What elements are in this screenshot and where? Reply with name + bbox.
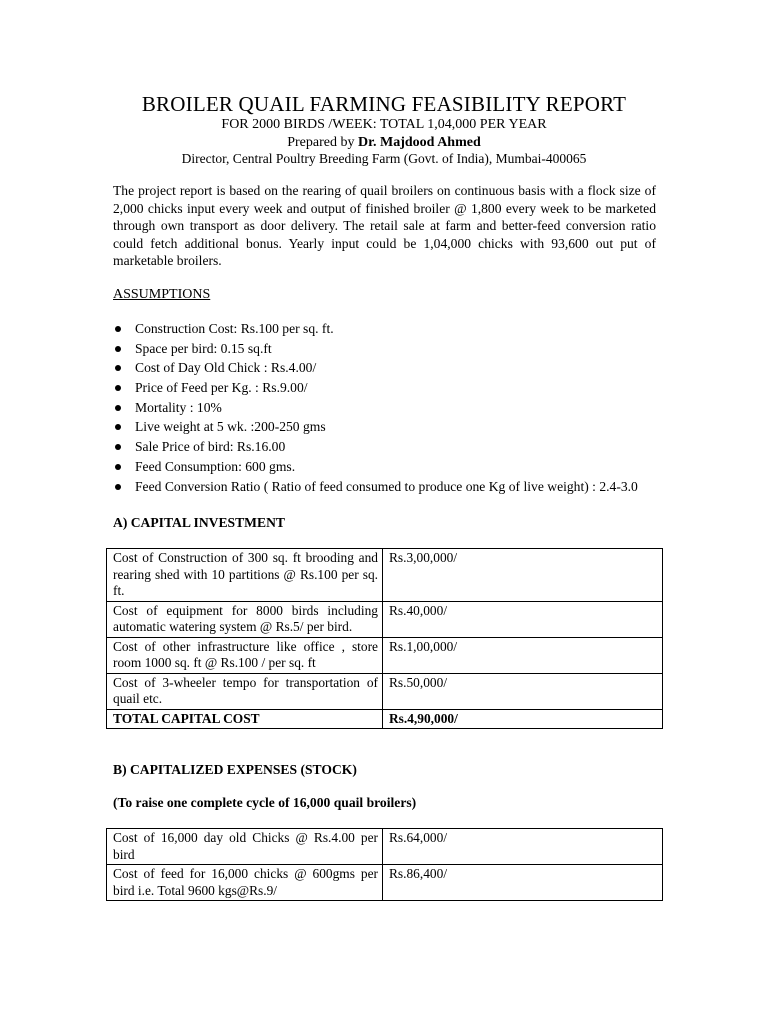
- cost-item: Cost of other infrastructure like office , store room 1000 sq. ft @ Rs.100 / per sq. ft: [107, 637, 383, 673]
- assumption-text: Mortality : 10%: [135, 399, 222, 415]
- bullet-icon: [115, 484, 121, 490]
- cost-item: Cost of Construction of 300 sq. ft brooding and rearing shed with 10 partitions @ Rs.100 per sq. ft.: [107, 549, 383, 602]
- assumption-text: Space per bird: 0.15 sq.ft: [135, 340, 272, 356]
- table-row: [107, 601, 663, 637]
- assumption-item: [113, 438, 659, 456]
- capitalized-expenses-note: (To raise one complete cycle of 16,000 quail broilers): [113, 795, 417, 810]
- report-title: BROILER QUAIL FARMING FEASIBILITY REPORT: [141, 92, 627, 116]
- bullet-icon: [115, 405, 121, 411]
- cost-amount: Rs.50,000/: [383, 673, 663, 709]
- assumption-item: [113, 458, 659, 476]
- report-subtitle: FOR 2000 BIRDS /WEEK: TOTAL 1,04,000 PER YEAR: [221, 117, 547, 132]
- bullet-icon: [115, 326, 121, 332]
- assumption-item: [113, 320, 659, 338]
- table-row: [107, 865, 663, 901]
- assumption-item: [113, 359, 659, 377]
- cost-amount: Rs.40,000/: [383, 601, 663, 637]
- assumption-item: [113, 340, 659, 358]
- assumptions-list: [113, 320, 659, 497]
- assumption-text: Feed Conversion Ratio ( Ratio of feed consumed to produce one Kg of live weight) : 2.4-3.0: [135, 478, 638, 494]
- cost-amount: Rs.1,00,000/: [383, 637, 663, 673]
- cost-item: Cost of 3-wheeler tempo for transportation of quail etc.: [107, 673, 383, 709]
- assumption-text: Live weight at 5 wk. :200-250 gms: [135, 419, 326, 435]
- assumptions-heading: ASSUMPTIONS: [113, 287, 211, 302]
- bullet-icon: [115, 385, 121, 391]
- cost-amount: Rs.64,000/: [383, 829, 663, 865]
- bullet-icon: [115, 424, 121, 430]
- intro-paragraph: The project report is based on the rearing of quail broilers on continuous basis with a flock size of 2,000 chicks input every week and output of finished broiler @ 1,800 every week to be marketed through own transport as door delivery. The retail sale at farm and better-feed conversion ratio could fetch additional bonus. Yearly input could be 1,04,000 chicks with 93,600 out put of marketable broilers.: [113, 183, 656, 268]
- capitalized-expenses-table: [106, 828, 663, 901]
- bullet-icon: [115, 365, 121, 371]
- assumption-text: Construction Cost: Rs.100 per sq. ft.: [135, 321, 334, 336]
- bullet-icon: [115, 346, 121, 352]
- cost-item: Cost of feed for 16,000 chicks @ 600gms per bird i.e. Total 9600 kgs@Rs.9/: [107, 865, 383, 901]
- capital-investment-heading: A) CAPITAL INVESTMENT: [113, 515, 285, 530]
- cost-amount: Rs.3,00,000/: [383, 549, 663, 602]
- assumption-text: Price of Feed per Kg. : Rs.9.00/: [135, 380, 308, 396]
- prepared-prefix: Prepared by: [287, 135, 358, 150]
- total-row: [107, 709, 663, 729]
- prepared-by: [0, 135, 768, 151]
- author-affiliation: Director, Central Poultry Breeding Farm (Govt. of India), Mumbai-400065: [181, 151, 587, 166]
- bullet-icon: [115, 444, 121, 450]
- assumption-item: [113, 478, 659, 496]
- author-name: Dr. Majdood Ahmed: [357, 135, 481, 150]
- assumption-text: Cost of Day Old Chick : Rs.4.00/: [135, 360, 317, 376]
- table-row: [107, 829, 663, 865]
- assumption-item: [113, 399, 659, 417]
- assumption-text: Feed Consumption: 600 gms.: [135, 458, 296, 474]
- table-row: [107, 673, 663, 709]
- cost-amount: Rs.86,400/: [383, 865, 663, 901]
- bullet-icon: [115, 464, 121, 470]
- assumption-item: [113, 418, 659, 436]
- cost-item: Cost of 16,000 day old Chicks @ Rs.4.00 per bird: [107, 829, 383, 865]
- cost-item: Cost of equipment for 8000 birds including automatic watering system @ Rs.5/ per bird.: [107, 601, 383, 637]
- table-row: [107, 637, 663, 673]
- total-amount: Rs.4,90,000/: [383, 709, 663, 729]
- assumption-item: [113, 379, 659, 397]
- table-row: [107, 549, 663, 602]
- total-label: TOTAL CAPITAL COST: [107, 709, 383, 729]
- capitalized-expenses-heading: B) CAPITALIZED EXPENSES (STOCK): [113, 762, 357, 777]
- capital-investment-table: [106, 548, 663, 729]
- assumption-text: Sale Price of bird: Rs.16.00: [135, 439, 286, 455]
